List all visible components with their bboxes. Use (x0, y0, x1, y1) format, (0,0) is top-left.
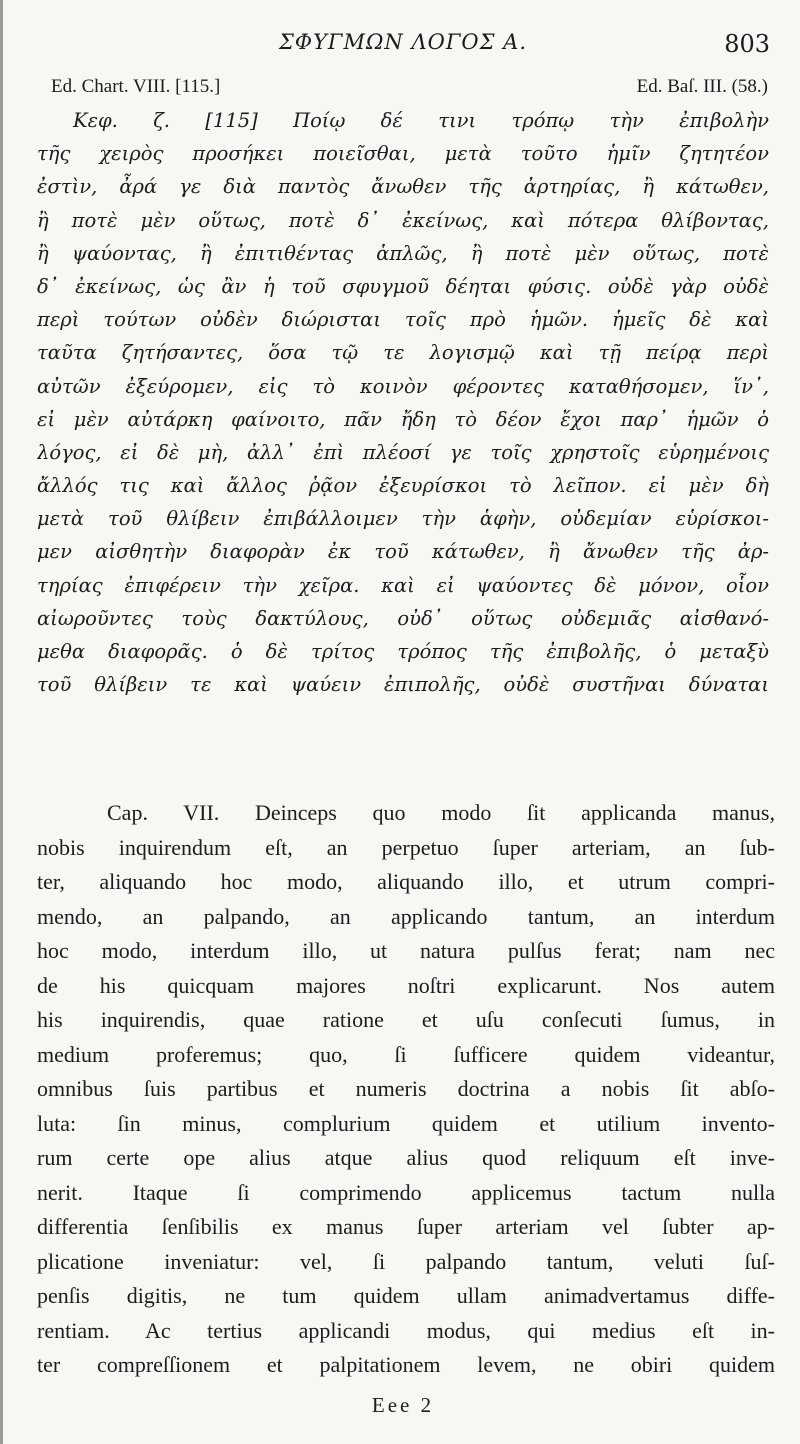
greek-line: αἰωροῦντες τοὺς δακτύλους, οὐδ᾽ οὕτως οὐδεμιᾶς αἰσθανό- (37, 606, 769, 630)
latin-line: Cap. VII. Deinceps quo modo ſit applicanda manus, (107, 800, 775, 825)
page-number: 803 (724, 30, 770, 58)
latin-line: mendo, an palpando, an applicando tantum, an interdum (37, 903, 775, 929)
greek-line: τῆς χειρὸς προσήκει ποιεῖσθαι, μετὰ τοῦτο ἡμῖν ζητητέον (37, 142, 769, 166)
greek-line: ἐστὶν, ἆρά γε διὰ παντὸς ἄνωθεν τῆς ἀρτηρίας, ἢ κάτωθεν, (37, 175, 769, 199)
latin-line: medium proferemus; quo, ſi ſufficere quidem videantur, (37, 1041, 775, 1067)
greek-line: μετὰ τοῦ θλίβειν ἐπιβάλλοιμεν τὴν ἁφὴν, οὐδεμίαν εὑρίσκοι- (37, 507, 769, 531)
latin-line: differentia ſenſibilis ex manus ſuper arteriam vel ſubter ap- (37, 1214, 775, 1239)
running-title: ΣΦΥΓΜΩΝ ΛΟΓΟΣ Α. (279, 30, 527, 54)
greek-line: περὶ τούτων οὐδὲν διώρισται τοῖς πρὸ ἡμῶν. ἡμεῖς δὲ καὶ (37, 308, 769, 332)
latin-line: rentiam. Ac tertius applicandi modus, qui medius eſt in- (37, 1317, 775, 1343)
edition-reference-basel: Ed. Baſ. III. (58.) (636, 76, 768, 97)
greek-line: ταῦτα ζητήσαντες, ὅσα τῷ τε λογισμῷ καὶ τῇ πείρᾳ περὶ (37, 341, 769, 365)
greek-line: τοῦ θλίβειν τε καὶ ψαύειν ἐπιπολῆς, οὐδὲ συστῆναι δύναται (37, 673, 769, 697)
greek-line: τηρίας ἐπιφέρειν τὴν χεῖρα. καὶ εἰ ψαύοντες δὲ μόνον, οἷον (37, 573, 769, 597)
latin-line: plicatione inveniatur: vel, ſi palpando tantum, veluti ſuſ- (37, 1248, 775, 1274)
latin-line: ter compreſſionem et palpitationem levem, ne obiri quidem (37, 1352, 775, 1377)
latin-line: luta: ſin minus, complurium quidem et utilium invento- (37, 1110, 775, 1136)
latin-line: hoc modo, interdum illo, ut natura pulſus ferat; nam nec (37, 938, 775, 963)
greek-line: Κεφ. ζ. [115] Ποίῳ δέ τινι τρόπῳ τὴν ἐπιβολὴν (73, 109, 769, 132)
signature-mark: Eee 2 (371, 1393, 435, 1417)
greek-line: αὐτῶν ἐξεύρομεν, εἰς τὸ κοινὸν φέροντες καταθήσομεν, ἵν᾽, (37, 374, 769, 398)
latin-line: omnibus ſuis partibus et numeris doctrina a nobis ſit abſo- (37, 1076, 775, 1101)
latin-line: de his quicquam majores noſtri explicarunt. Nos autem (37, 972, 775, 998)
greek-line: μεθα διαφορᾶς. ὁ δὲ τρίτος τρόπος τῆς ἐπιβολῆς, ὁ μεταξὺ (37, 640, 769, 663)
edition-reference-chartier: Ed. Chart. VIII. [115.] (51, 76, 221, 97)
latin-line: nerit. Itaque ſi comprimendo applicemus tactum nulla (37, 1179, 775, 1205)
latin-line: nobis inquirendum eſt, an perpetuo ſuper arteriam, an ſub- (37, 834, 775, 860)
latin-line: ter, aliquando hoc modo, aliquando illo, et utrum compri- (37, 869, 775, 894)
greek-line: ἄλλός τις καὶ ἄλλος ῥᾷον ἐξευρίσκοι τὸ λεῖπον. εἰ μὲν δὴ (37, 474, 769, 498)
greek-line: ἢ ψαύοντας, ἢ ἐπιτιθέντας ἁπλῶς, ἢ ποτὲ μὲν οὕτως, ποτὲ (37, 241, 769, 265)
latin-line: his inquirendis, quae ratione et uſu conſecuti ſumus, in (37, 1007, 775, 1032)
greek-line: εἰ μὲν αὐτάρκη φαίνοιτο, πᾶν ἤδη τὸ δέον ἔχοι παρ᾽ ἡμῶν ὁ (37, 407, 769, 431)
greek-line: δ᾽ ἐκείνως, ὡς ἂν ἡ τοῦ σφυγμοῦ δέηται φύσις. οὐδὲ γὰρ οὐδὲ (37, 274, 769, 298)
greek-line: μεν αἰσθητὴν διαφορὰν ἐκ τοῦ κάτωθεν, ἢ ἄνωθεν τῆς ἀρ- (37, 540, 769, 564)
greek-line: ἢ ποτὲ μὲν οὕτως, ποτὲ δ᾽ ἐκείνως, καὶ πότερα θλίβοντας, (37, 208, 769, 232)
greek-line: λόγος, εἰ δὲ μὴ, ἀλλ᾽ ἐπὶ πλέοσί γε τοῖς χρηστοῖς εὑρημένοις (37, 440, 769, 464)
latin-line: penſis digitis, ne tum quidem ullam animadvertamus diffe- (37, 1283, 775, 1308)
greek-text-block (37, 104, 769, 701)
latin-line: rum certe ope alius atque alius quod reliquum eſt inve- (37, 1145, 775, 1170)
latin-text-block (37, 796, 775, 1383)
